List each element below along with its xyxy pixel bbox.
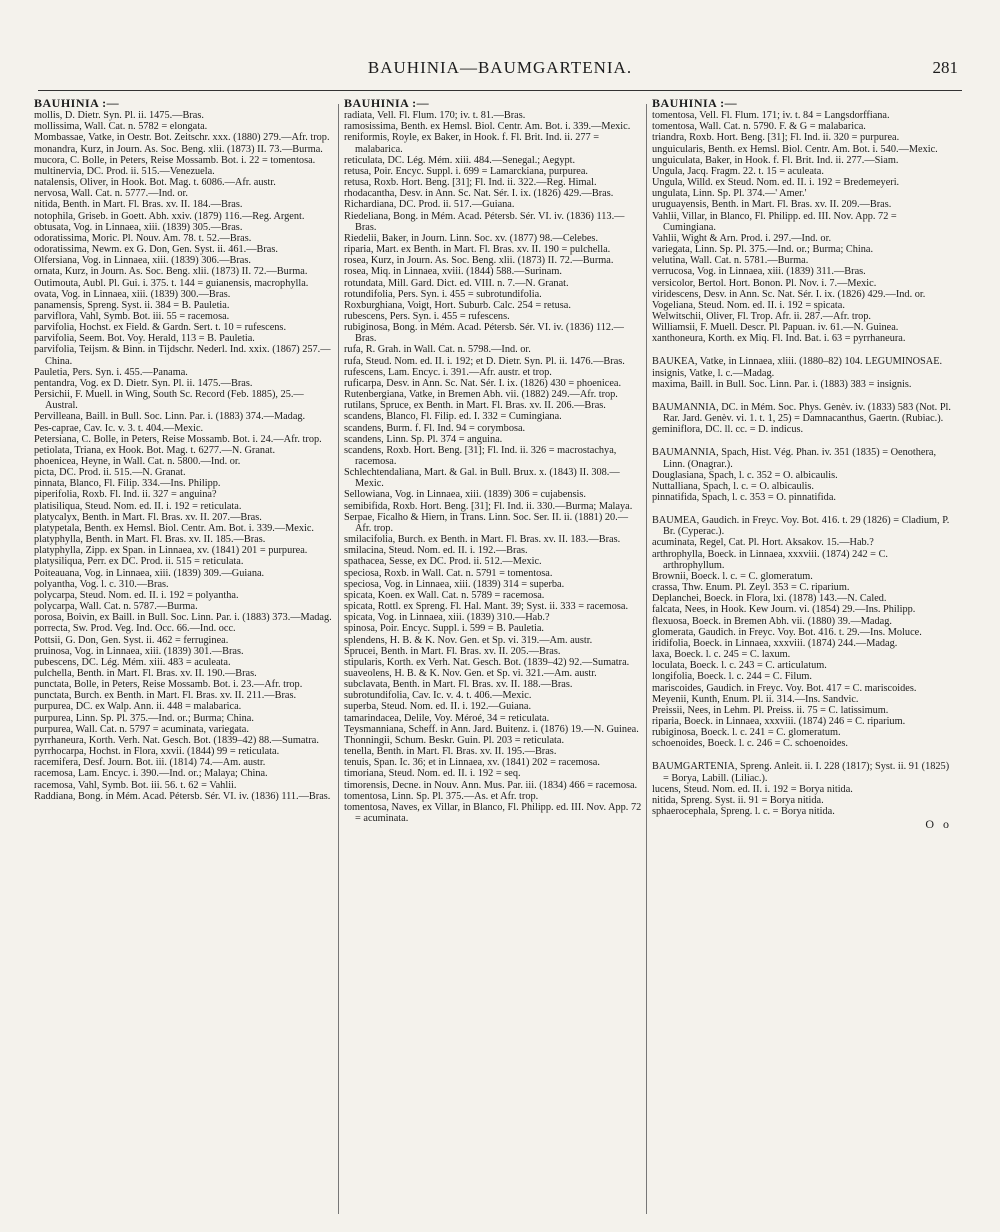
index-entry: triandra, Roxb. Hort. Beng. [31]; Fl. Ind. ii. 320 = purpurea. <box>652 132 900 144</box>
index-entry: mucora, C. Bolle, in Peters, Reise Mossamb. Bot. i. 22 = tomentosa. <box>34 154 316 166</box>
index-entry: Nuttalliana, Spach, l. c. = O. albicaulis. <box>652 480 814 492</box>
index-entry: platysiliqua, Perr. ex DC. Prod. ii. 515 = reticulata. <box>34 556 244 568</box>
index-entry: rhodacantha, Desv. in Ann. Sc. Nat. Sér. I. ix. (1826) 429.—Bras. <box>344 188 614 200</box>
index-entry: semibifida, Roxb. Hort. Beng. [31]; Fl. Ind. ii. 330.—Burma; Malaya. <box>344 500 633 512</box>
index-entry: parvifolia, Seem. Bot. Voy. Herald, 113 = B. Pauletia. <box>34 333 255 345</box>
index-entry: Pottsii, G. Don, Gen. Syst. ii. 462 = ferruginea. <box>34 634 229 646</box>
index-entry: platycalyx, Benth. in Mart. Fl. Bras. xv. II. 207.—Bras. <box>34 511 262 523</box>
index-entry: BAUMGARTENIA, Spreng. Anleit. ii. I. 228 (1817); Syst. ii. 91 (1825) = Borya, Labill. (Liliac.). <box>652 761 950 784</box>
index-entry: rosea, Miq. in Linnaea, xviii. (1844) 588.—Surinam. <box>344 266 562 278</box>
index-entry: reticulata, DC. Lég. Mém. xiii. 484.—Senegal.; Aegypt. <box>344 154 576 166</box>
index-entry: platyphylla, Benth. in Mart. Fl. Bras. xv. II. 185.—Bras. <box>34 534 266 546</box>
block-gap <box>652 435 952 447</box>
index-entry: purpurea, DC. ex Walp. Ann. ii. 448 = malabarica. <box>34 701 242 713</box>
index-entry: ungulata, Linn. Sp. Pl. 374.—' Amer.' <box>652 188 807 200</box>
index-entry: Olfersiana, Vog. in Linnaea, xiii. (1839) 306.—Bras. <box>34 255 251 267</box>
index-entry: scandens, Roxb. Hort. Beng. [31]; Fl. Ind. ii. 326 = macrostachya, racemosa. <box>344 444 617 467</box>
index-entry: Brownii, Boeck. l. c. = C. glomeratum. <box>652 570 813 582</box>
index-entry: timorensis, Decne. in Nouv. Ann. Mus. Par. iii. (1834) 466 = racemosa. <box>344 779 638 791</box>
index-entry: mollissima, Wall. Cat. n. 5782 = elongata. <box>34 121 208 133</box>
signature-mark: O o <box>925 817 952 832</box>
index-entry: versicolor, Bertol. Hort. Bonon. Pl. Nov. i. 7.—Mexic. <box>652 277 877 289</box>
index-entry: pubescens, DC. Lég. Mém. xiii. 483 = aculeata. <box>34 656 231 668</box>
index-entry: geminiflora, DC. ll. cc. = D. indicus. <box>652 424 804 436</box>
index-entry: obtusata, Vog. in Linnaea, xiii. (1839) 305.—Bras. <box>34 221 243 233</box>
index-entry: panamensis, Spreng. Syst. ii. 384 = B. Pauletia. <box>34 299 230 311</box>
index-entry: nitida, Spreng. Syst. ii. 91 = Borya nitida. <box>652 794 824 806</box>
index-entry: superba, Steud. Nom. ed. II. i. 192.—Guiana. <box>344 701 532 713</box>
index-entry: natalensis, Oliver, in Hook. Bot. Mag. t. 6086.—Afr. austr. <box>34 177 276 189</box>
index-entry: Outimouta, Aubl. Pl. Gui. i. 375. t. 144 = guianensis, macrophylla. <box>34 277 309 289</box>
index-entry: tomentosa, Linn. Sp. Pl. 375.—As. et Afr. trop. <box>344 790 539 802</box>
columns <box>26 98 962 1218</box>
index-entry: phoenicea, Heyne, in Wall. Cat. n. 5800.—Ind. or. <box>34 456 241 467</box>
index-entry: riparia, Mart. ex Benth. in Mart. Fl. Bras. xv. II. 190 = pulchella. <box>344 244 611 256</box>
index-entry: Petersiana, C. Bolle, in Peters, Reise Mossamb. Bot. i. 24.—Afr. trop. <box>34 433 322 445</box>
index-entry: uruguayensis, Benth. in Mart. Fl. Bras. xv. II. 209.—Bras. <box>652 199 892 211</box>
index-entry: viridescens, Desv. in Ann. Sc. Nat. Sér. I. ix. (1826) 429.—Ind. or. <box>652 288 926 300</box>
index-entry: petiolata, Triana, ex Hook. Bot. Mag. t. 6277.—N. Granat. <box>34 444 276 456</box>
index-entry: Roxburghiana, Voigt, Hort. Suburb. Calc. 254 = retusa. <box>344 299 571 311</box>
index-entry: flexuosa, Boeck. in Bremen Abh. vii. (1880) 39.—Madag. <box>652 615 892 627</box>
index-entry: scandens, Linn. Sp. Pl. 374 = anguina. <box>344 433 503 445</box>
index-entry: falcata, Nees, in Hook. Kew Journ. vi. (1854) 29.—Ins. Philipp. <box>652 604 916 616</box>
page-header <box>0 58 1000 82</box>
index-entry: scandens, Burm. f. Fl. Ind. 94 = corymbosa. <box>344 422 526 434</box>
index-entry: odoratissima, Moric. Pl. Nouv. Am. 78. t. 52.—Bras. <box>34 232 252 244</box>
index-entry: variegata, Linn. Sp. Pl. 375.—Ind. or.; Burma; China. <box>652 244 874 256</box>
index-entry: platyphylla, Zipp. ex Span. in Linnaea, xv. (1841) 201 = purpurea. <box>34 545 308 557</box>
index-entry: xanthoneura, Korth. ex Miq. Fl. Ind. Bat. i. 63 = pyrrhaneura. <box>652 333 906 345</box>
index-entry: racemosa, Vahl, Symb. Bot. iii. 56. t. 62 = Vahlii. <box>34 779 237 791</box>
index-entry: monandra, Kurz, in Journ. As. Soc. Beng. xlii. (1873) II. 73.—Burma. <box>34 143 323 155</box>
index-entry: retusa, Roxb. Hort. Beng. [31]; Fl. Ind. ii. 322.—Reg. Himal. <box>344 177 597 189</box>
index-entry: racemosa, Lam. Encyc. i. 390.—Ind. or.; Malaya; China. <box>34 768 268 780</box>
index-entry: picta, DC. Prod. ii. 515.—N. Granat. <box>34 467 186 479</box>
index-entry: ovata, Vog. in Linnaea, xiii. (1839) 300.—Bras. <box>34 288 231 300</box>
index-entry: splendens, H. B. & K. Nov. Gen. et Sp. vi. 319.—Am. austr. <box>344 634 593 646</box>
column-2 <box>344 98 644 1218</box>
index-entry: odoratissima, Newm. ex G. Don, Gen. Syst. ii. 461.—Bras. <box>34 244 278 256</box>
index-entry: Pervilleana, Baill. in Bull. Soc. Linn. Par. i. (1883) 374.—Madag. <box>34 411 306 423</box>
index-entry: Meyenii, Kunth, Enum. Pl. ii. 314.—Ins. Sandvic. <box>652 693 859 705</box>
index-entry: porrecta, Sw. Prod. Veg. Ind. Occ. 66.—Ind. occ. <box>34 623 236 635</box>
index-entry: Ungula, Jacq. Fragm. 22. t. 15 = aculeata. <box>652 165 824 177</box>
index-entry: maxima, Baill. in Bull. Soc. Linn. Par. i. (1883) 383 = insignis. <box>652 378 912 390</box>
index-entry: parvifolia, Teijsm. & Binn. in Tijdschr. Nederl. Ind. xxix. (1867) 257.—China. <box>34 344 331 367</box>
index-entry: speciosa, Roxb. in Wall. Cat. n. 5791 = tomentosa. <box>344 567 553 579</box>
index-entry: parviflora, Vahl, Symb. Bot. iii. 55 = racemosa. <box>34 310 230 322</box>
index-entry: rubiginosa, Bong. in Mém. Acad. Pétersb. Sér. VI. iv. (1836) 112.—Bras. <box>344 322 624 345</box>
index-entry: multinervia, DC. Prod. ii. 515.—Venezuela. <box>34 165 215 177</box>
index-entry: polyantha, Vog. l. c. 310.—Bras. <box>34 578 169 590</box>
index-entry: stipularis, Korth. ex Verh. Nat. Gesch. Bot. (1839–42) 92.—Sumatra. <box>344 656 630 668</box>
index-entry: pinnatifida, Spach, l. c. 353 = O. pinnatifida. <box>652 492 836 503</box>
index-entry: pyrrhocarpa, Hochst. in Flora, xxvii. (1844) 99 = reticulata. <box>34 746 280 758</box>
index-entry: Deplanchei, Boeck. in Flora, lxi. (1878) 143.—N. Caled. <box>652 593 887 605</box>
index-entry: BAUMEA, Gaudich. in Freyc. Voy. Bot. 416. t. 29 (1826) = Cladium, P. Br. (Cyperac.). <box>652 515 950 538</box>
index-entry: speciosa, Vog. in Linnaea, xiii. (1839) 314 = superba. <box>344 578 565 590</box>
index-entry: tomentosa, Naves, ex Villar, in Blanco, Fl. Philipp. ed. III. Nov. App. 72 = acuminata. <box>344 801 642 824</box>
index-entry: spicata, Vog. in Linnaea, xiii. (1839) 310.—Hab.? <box>344 612 550 624</box>
index-entry: Mombassae, Vatke, in Oestr. Bot. Zeitschr. xxx. (1880) 279.—Afr. trop. <box>34 132 330 144</box>
index-entry: Vogeliana, Steud. Nom. ed. II. i. 192 = spicata. <box>652 299 845 311</box>
index-entry: longifolia, Boeck. l. c. 244 = C. Filum. <box>652 671 812 683</box>
index-entry: purpurea, Linn. Sp. Pl. 375.—Ind. or.; Burma; China. <box>34 712 254 724</box>
index-entry: Persichii, F. Muell. in Wing, South Sc. Record (Feb. 1885), 25.—Austral. <box>34 389 304 412</box>
index-entry: smilacifolia, Burch. ex Benth. in Mart. Fl. Bras. xv. II. 183.—Bras. <box>344 534 621 546</box>
index-entry: Richardiana, DC. Prod. ii. 517.—Guiana. <box>344 199 515 211</box>
index-entry: Serpae, Ficalho & Hiern, in Trans. Linn. Soc. Ser. II. ii. (1881) 20.—Afr. trop. <box>344 511 628 534</box>
index-entry: punctata, Burch. ex Benth. in Mart. Fl. Bras. xv. II. 211.—Bras. <box>34 690 297 702</box>
index-entry: lucens, Steud. Nom. ed. II. i. 192 = Borya nitida. <box>652 783 853 795</box>
index-entry: polycarpa, Wall. Cat. n. 5787.—Burma. <box>34 601 198 613</box>
index-entry: rotundifolia, Pers. Syn. i. 455 = subrotundifolia. <box>344 288 542 300</box>
index-entry: Williamsii, F. Muell. Descr. Pl. Papuan. iv. 61.—N. Guinea. <box>652 322 899 334</box>
index-entry: acuminata, Regel, Cat. Pl. Hort. Aksakov. 15.—Hab.? <box>652 537 874 549</box>
index-entry: spathacea, Sesse, ex DC. Prod. ii. 512.—Mexic. <box>344 556 542 568</box>
index-entry: rutilans, Spruce, ex Benth. in Mart. Fl. Bras. xv. II. 206.—Bras. <box>344 400 606 412</box>
index-entry: mollis, D. Dietr. Syn. Pl. ii. 1475.—Bras. <box>34 110 204 122</box>
index-entry: rubiginosa, Boeck. l. c. 241 = C. glomeratum. <box>652 727 841 739</box>
index-entry: porosa, Boivin, ex Baill. in Bull. Soc. Linn. Par. i. (1883) 373.—Madag. <box>34 612 332 624</box>
index-entry: schoenoides, Boeck. l. c. 246 = C. schoenoides. <box>652 738 848 750</box>
index-entry: parvifolia, Hochst. ex Field. & Gardn. Sert. t. 10 = rufescens. <box>34 322 287 334</box>
index-entry: subrotundifolia, Cav. Ic. v. 4. t. 406.—Mexic. <box>344 690 532 702</box>
index-entry: ornata, Kurz, in Journ. As. Soc. Beng. xlii. (1873) II. 72.—Burma. <box>34 266 308 278</box>
index-entry: Thonningii, Schum. Beskr. Guin. Pl. 203 = reticulata. <box>344 734 565 746</box>
index-entry: Pauletia, Pers. Syn. i. 455.—Panama. <box>34 366 188 378</box>
index-entry: Riedeliana, Bong. in Mém. Acad. Pétersb. Sér. VI. iv. (1836) 113.—Bras. <box>344 210 625 233</box>
index-entry: Sellowiana, Vog. in Linnaea, xiii. (1839) 306 = cujabensis. <box>344 489 586 501</box>
column-divider <box>646 104 647 1214</box>
index-entry: laxa, Boeck. l. c. 245 = C. laxum. <box>652 649 791 661</box>
block-gap <box>652 503 952 515</box>
index-entry: Rutenbergiana, Vatke, in Bremen Abh. vii. (1882) 249.—Afr. trop. <box>344 389 618 401</box>
index-entry: polycarpa, Steud. Nom. ed. II. i. 192 = polyantha. <box>34 589 239 601</box>
index-entry: BAUKEA, Vatke, in Linnaea, xliii. (1880–82) 104. LEGUMINOSAE. <box>652 356 943 368</box>
index-entry: iridifolia, Boeck. in Linnaea, xxxviii. (1874) 244.—Madag. <box>652 637 898 649</box>
index-entry: pulchella, Benth. in Mart. Fl. Bras. xv. II. 190.—Bras. <box>34 667 257 679</box>
index-entry: Sprucei, Benth. in Mart. Fl. Bras. xv. II. 205.—Bras. <box>344 645 561 657</box>
index-entry: radiata, Vell. Fl. Flum. 170; iv. t. 81.—Bras. <box>344 110 526 122</box>
index-entry: Preissii, Nees, in Lehm. Pl. Preiss. ii. 75 = C. latissimum. <box>652 704 889 716</box>
index-entry: unguiculata, Baker, in Hook. f. Fl. Brit. Ind. ii. 277.—Siam. <box>652 154 899 166</box>
index-entry: piperifolia, Roxb. Fl. Ind. ii. 327 = anguina? <box>34 489 217 501</box>
index-entry: unguicularis, Benth. ex Hemsl. Biol. Centr. Am. Bot. i. 540.—Mexic. <box>652 143 938 155</box>
index-entry: riparia, Boeck. in Linnaea, xxxviii. (1874) 246 = C. riparium. <box>652 715 906 727</box>
index-entry: verrucosa, Vog. in Linnaea, xiii. (1839) 311.—Bras. <box>652 266 866 278</box>
index-entry: pentandra, Vog. ex D. Dietr. Syn. Pl. ii. 1475.—Bras. <box>34 377 253 389</box>
index-entry: smilacina, Steud. Nom. ed. II. i. 192.—Bras. <box>344 545 528 557</box>
index-entry: subclavata, Benth. in Mart. Fl. Bras. xv. II. 188.—Bras. <box>344 679 573 691</box>
index-entry: Vahlii, Wight & Arn. Prod. i. 297.—Ind. or. <box>652 232 832 244</box>
index-entry: glomerata, Gaudich. in Freyc. Voy. Bot. 416. t. 29.—Ins. Moluce. <box>652 626 922 638</box>
index-entry: purpurea, Wall. Cat. n. 5797 = acuminata, variegata. <box>34 723 249 735</box>
index-entry: scandens, Blanco, Fl. Filip. ed. I. 332 = Cumingiana. <box>344 411 562 423</box>
genus-heading: BAUHINIA :— <box>344 98 430 110</box>
index-entry: spicata, Koen. ex Wall. Cat. n. 5789 = racemosa. <box>344 589 545 601</box>
index-entry: rufa, Steud. Nom. ed. II. i. 192; et D. Dietr. Syn. Pl. ii. 1476.—Bras. <box>344 355 625 367</box>
block-gap <box>652 749 952 761</box>
block-gap <box>652 344 952 356</box>
index-entry: BAUMANNIA, DC. in Mém. Soc. Phys. Genèv. iv. (1833) 583 (Not. Pl. Rar. Jard. Genèv. vi. 1. t. 1, 25) = Damnacanthus, Gaertn. (Rubiac.). <box>652 401 951 425</box>
page-number: 281 <box>932 58 958 77</box>
index-entry: pyrrhaneura, Korth. Verh. Nat. Gesch. Bot. (1839–42) 88.—Sumatra. <box>34 734 319 746</box>
column-divider <box>338 104 339 1214</box>
index-entry: pinnata, Blanco, Fl. Filip. 334.—Ins. Philipp. <box>34 478 221 490</box>
index-entry: reniformis, Royle, ex Baker, in Hook. f. Fl. Brit. Ind. ii. 277 = malabarica. <box>344 132 600 155</box>
index-entry: racemifera, Desf. Journ. Bot. iii. (1814) 74.—Am. austr. <box>34 757 266 769</box>
index-entry: rotundata, Mill. Gard. Dict. ed. VIII. n. 7.—N. Granat. <box>344 277 569 289</box>
index-entry: timoriana, Steud. Nom. ed. II. i. 192 = seq. <box>344 768 521 780</box>
index-entry: rubescens, Pers. Syn. i. 455 = rufescens. <box>344 310 510 322</box>
header-rule <box>38 90 962 91</box>
running-title: BAUHINIA—BAUMGARTENIA. <box>367 58 633 77</box>
column-1 <box>34 98 334 1218</box>
genus-heading: BAUHINIA :— <box>652 98 738 110</box>
index-entry: tomentosa, Wall. Cat. n. 5790. F. & G = malabarica. <box>652 121 866 133</box>
index-entry: sphaerocephala, Spreng. l. c. = Borya nitida. <box>652 806 835 818</box>
index-entry: Vahlii, Villar, in Blanco, Fl. Philipp. ed. III. Nov. App. 72 = Cumingiana. <box>652 210 897 233</box>
index-entry: rufa, R. Grah. in Wall. Cat. n. 5798.—Ind. or. <box>344 344 531 356</box>
index-entry: punctata, Bolle, in Peters, Reise Mossamb. Bot. i. 23.—Afr. trop. <box>34 679 303 691</box>
index-entry: platisiliqua, Steud. Nom. ed. II. i. 192 = reticulata. <box>34 500 242 512</box>
index-entry: crassa, Thw. Enum. Pl. Zeyl. 353 = C. riparium. <box>652 582 850 594</box>
index-entry: platypetala, Benth. ex Hemsl. Biol. Centr. Am. Bot. i. 339.—Mexic. <box>34 522 314 534</box>
block-gap <box>652 390 952 402</box>
genus-heading: BAUHINIA :— <box>34 98 120 110</box>
column-3 <box>652 98 952 1218</box>
index-entry: Ungula, Willd. ex Steud. Nom. ed. II. i. 192 = Bredemeyeri. <box>652 177 900 189</box>
index-entry: BAUMANNIA, Spach, Hist. Vég. Phan. iv. 351 (1835) = Oenothera, Linn. (Onagrar.). <box>652 447 937 470</box>
index-entry: Teysmanniana, Scheff. in Ann. Jard. Buitenz. i. (1876) 19.—N. Guinea. <box>344 723 639 735</box>
index-entry: mariscoides, Gaudich. in Freyc. Voy. Bot. 417 = C. mariscoides. <box>652 682 917 694</box>
index-entry: loculata, Boeck. l. c. 243 = C. articulatum. <box>652 660 827 672</box>
index-entry: Riedelii, Baker, in Journ. Linn. Soc. xv. (1877) 98.—Celebes. <box>344 232 599 244</box>
index-entry: rosea, Kurz, in Journ. As. Soc. Beng. xlii. (1873) II. 72.—Burma. <box>344 255 614 267</box>
index-entry: rufescens, Lam. Encyc. i. 391.—Afr. austr. et trop. <box>344 366 552 378</box>
index-entry: nitida, Benth. in Mart. Fl. Bras. xv. II. 184.—Bras. <box>34 199 243 211</box>
index-entry: pruinosa, Vog. in Linnaea, xiii. (1839) 301.—Bras. <box>34 645 244 657</box>
index-entry: tenuis, Span. Ic. 36; et in Linnaea, xv. (1841) 202 = racemosa. <box>344 757 600 769</box>
index-entry: spinosa, Poir. Encyc. Suppl. i. 599 = B. Pauletia. <box>344 623 545 635</box>
index-entry: Pes-caprae, Cav. Ic. v. 3. t. 404.—Mexic. <box>34 422 204 434</box>
index-entry: tamarindacea, Delile, Voy. Méroé, 34 = reticulata. <box>344 712 550 724</box>
index-entry: arthrophylla, Boeck. in Linnaea, xxxviii. (1874) 242 = C. arthrophyllum. <box>652 548 889 571</box>
index-entry: velutina, Wall. Cat. n. 5781.—Burma. <box>652 255 809 267</box>
index-entry: Douglasiana, Spach, l. c. 352 = O. albicaulis. <box>652 469 838 481</box>
index-entry: retusa, Poir. Encyc. Suppl. i. 699 = Lamarckiana, purpurea. <box>344 165 588 177</box>
index-entry: Schlechtendaliana, Mart. & Gal. in Bull. Brux. x. (1843) II. 308.—Mexic. <box>344 467 620 490</box>
index-entry: Welwitschii, Oliver, Fl. Trop. Afr. ii. 287.—Afr. trop. <box>652 310 871 322</box>
index-entry: ramosissima, Benth. ex Hemsl. Biol. Centr. Am. Bot. i. 339.—Mexic. <box>344 121 631 133</box>
index-entry: spicata, Rottl. ex Spreng. Fl. Hal. Mant. 39; Syst. ii. 333 = racemosa. <box>344 601 629 613</box>
index-entry: insignis, Vatke, l. c.—Madag. <box>652 367 775 379</box>
index-entry: notophila, Griseb. in Goett. Abh. xxiv. (1879) 116.—Reg. Argent. <box>34 210 305 222</box>
index-entry: Poiteauana, Vog. in Linnaea, xiii. (1839) 309.—Guiana. <box>34 567 265 579</box>
index-entry: tomentosa, Vell. Fl. Flum. 171; iv. t. 84 = Langsdorffiana. <box>652 110 890 122</box>
index-entry: Raddiana, Bong. in Mém. Acad. Pétersb. Sér. VI. iv. (1836) 111.—Bras. <box>34 790 331 802</box>
index-entry: ruficarpa, Desv. in Ann. Sc. Nat. Sér. I. ix. (1826) 430 = phoenicea. <box>344 377 622 389</box>
index-entry: suaveolens, H. B. & K. Nov. Gen. et Sp. vi. 321.—Am. austr. <box>344 667 597 679</box>
index-entry: tenella, Benth. in Mart. Fl. Bras. xv. II. 195.—Bras. <box>344 746 557 758</box>
index-entry: nervosa, Wall. Cat. n. 5777.—Ind. or. <box>34 188 188 200</box>
